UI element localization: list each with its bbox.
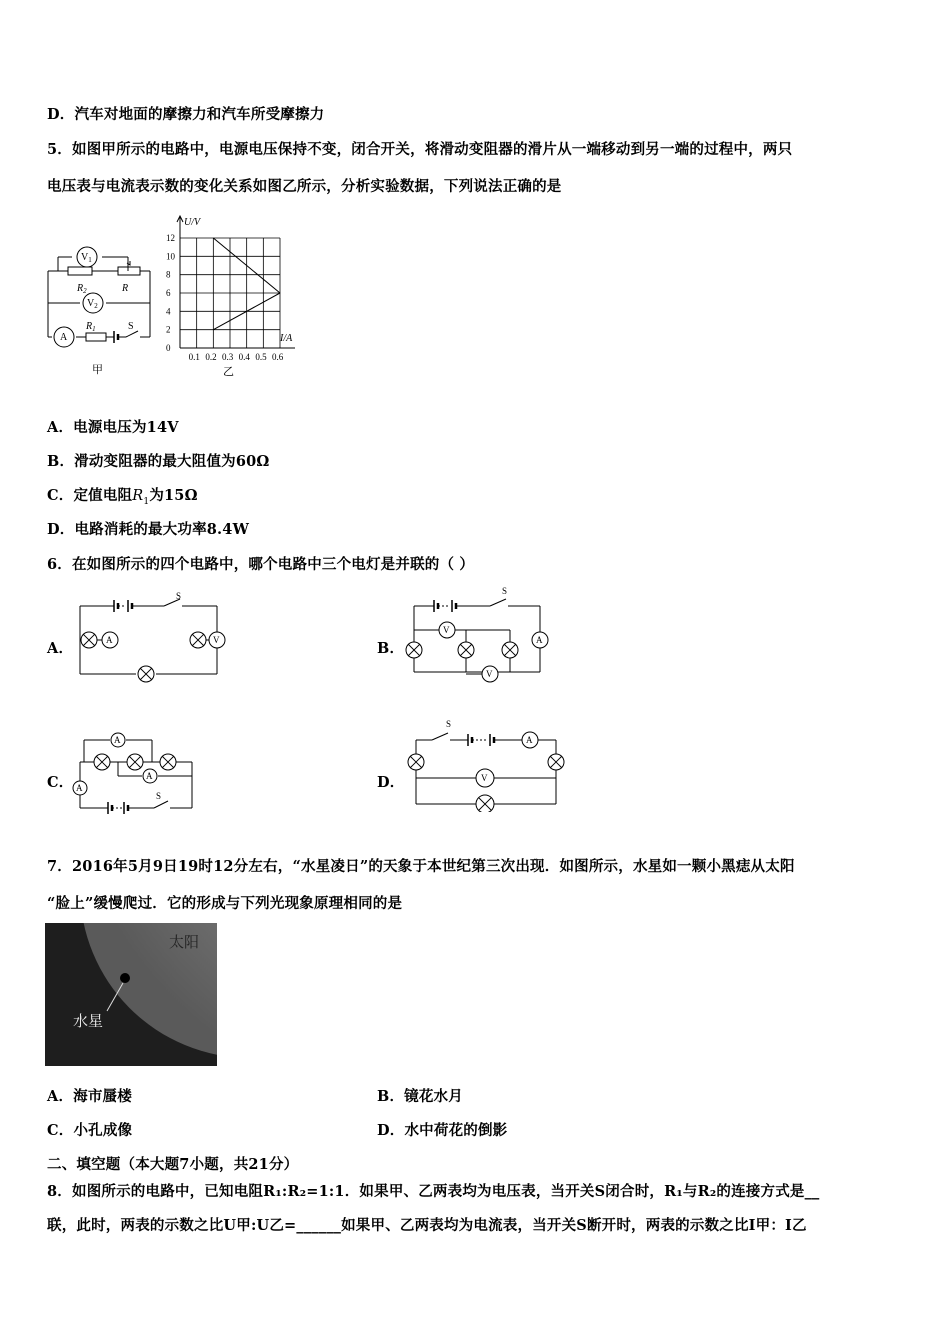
svg-text:V: V <box>443 625 450 635</box>
q5-graph-ylabel: U/V <box>184 217 201 228</box>
y-tick-label: 12 <box>166 233 175 243</box>
y-tick-label: 0 <box>166 343 171 353</box>
q6-circuit-d <box>404 712 579 812</box>
svg-text:S: S <box>176 592 182 601</box>
q5-r2-resistor <box>68 267 92 275</box>
svg-text:A: A <box>536 635 543 645</box>
svg-text:V: V <box>481 773 488 783</box>
x-tick-label: 0.2 <box>205 352 217 362</box>
svg-text:R1: $R_1$ <box>86 321 96 333</box>
q7-option-d: D．水中荷花的倒影 <box>377 1122 508 1139</box>
mercury-dot <box>120 973 130 983</box>
svg-text:A: A <box>76 783 83 793</box>
mercury-label: 水星 <box>73 1014 104 1030</box>
x-tick-label: 0.5 <box>255 352 267 362</box>
q5-ammeter-label: A <box>60 332 68 343</box>
svg-text:A: A <box>146 771 153 781</box>
q6-circuit-a <box>72 592 242 687</box>
q5-ui-graph <box>160 213 305 381</box>
sun-label: 太阳 <box>169 935 200 951</box>
q6-option-d-label: D． <box>377 774 405 791</box>
q8-line1: 8．如图所示的电路中，已知电阻R₁:R₂=1:1．如果甲、乙两表均为电压表，当开关S闭合时，R₁与R₂的连接方式是__ <box>47 1183 820 1200</box>
q5-option-c: C．定值电阻$R_1$为15Ω <box>47 487 198 507</box>
q5-option-b: B．滑动变阻器的最大阻值为60Ω <box>47 453 270 470</box>
q6-circuit-b <box>404 580 564 690</box>
svg-text:V1: $V_1$ <box>81 252 92 264</box>
q5-circuit-caption: 甲 <box>92 364 103 376</box>
y-tick-label: 8 <box>166 269 171 280</box>
svg-text:S: S <box>156 791 162 801</box>
svg-text:V: V <box>213 635 220 645</box>
q5-r1-label: R <box>86 321 93 332</box>
x-tick-label: 0.6 <box>272 352 284 362</box>
q5-r1-resistor <box>86 333 106 341</box>
q7-stem-line2: “脸上”缓慢爬过．它的形成与下列光现象原理相同的是 <box>47 895 403 912</box>
q5-r-label: R <box>122 283 129 294</box>
q5-r2-label: R <box>77 283 84 294</box>
svg-text:A: A <box>106 635 113 645</box>
q5-v2-label: V <box>87 298 95 309</box>
svg-text:A: A <box>526 735 533 745</box>
y-tick-label: 10 <box>166 251 175 262</box>
q6-circuit-c <box>68 726 208 821</box>
q6-stem: 6．在如图所示的四个电路中，哪个电路中三个电灯是并联的（ ） <box>47 556 475 573</box>
svg-text:A: A <box>114 735 121 745</box>
svg-text:S: S <box>446 719 452 729</box>
q7-option-a: A．海市蜃楼 <box>47 1088 132 1105</box>
q7-stem-line1: 7．2016年5月9日19时12分左右，“水星凌日”的天象于本世纪第三次出现．如图所示，水星如一颗小黑痣从太阳 <box>47 858 795 875</box>
q5-switch-label: S <box>128 321 134 332</box>
x-tick-label: 0.4 <box>238 352 250 362</box>
y-tick-label: 4 <box>166 306 171 317</box>
q5-circuit-diagram <box>40 225 165 385</box>
svg-text:R2: $R_2$ <box>77 283 87 295</box>
q7-option-b: B．镜花水月 <box>377 1088 463 1105</box>
svg-text:V: V <box>486 669 493 679</box>
y-tick-label: 6 <box>166 288 171 298</box>
svg-text:S: S <box>502 586 508 596</box>
q5-graph-xlabel: I/A <box>280 333 293 344</box>
section2-heading: 二、填空题（本大题7小题，共21分） <box>47 1156 299 1173</box>
q7-option-c: C．小孔成像 <box>47 1122 133 1139</box>
svg-text:V2: $V_2$ <box>87 298 98 310</box>
q6-option-a-label: A． <box>47 640 74 657</box>
q5-graph-caption: 乙 <box>223 366 234 378</box>
q4-option-d: D．汽车对地面的摩擦力和汽车所受摩擦力 <box>47 106 325 123</box>
x-tick-label: 0.3 <box>222 352 234 362</box>
q6-option-b-label: B． <box>377 640 405 657</box>
q7-mercury-transit-photo <box>45 923 217 1066</box>
y-tick-label: 2 <box>166 324 171 335</box>
q5-stem-line1: 5．如图甲所示的电路中，电源电压保持不变，闭合开关，将滑动变阻器的滑片从一端移动到另一端的过程中，两只 <box>47 141 793 158</box>
q6-option-c-label: C． <box>47 774 74 791</box>
x-tick-label: 0.1 <box>188 352 200 362</box>
q5-option-d: D．电路消耗的最大功率8.4W <box>47 521 250 538</box>
q5-rheostat <box>118 267 140 275</box>
q8-line2: 联，此时，两表的示数之比U甲:U乙=______如果甲、乙两表均为电流表，当开关S断开时，两表的示数之比I甲：I乙 <box>47 1217 807 1234</box>
q5-stem-line2: 电压表与电流表示数的变化关系如图乙所示，分析实验数据，下列说法正确的是 <box>47 178 562 195</box>
q5-option-a: A．电源电压为14V <box>47 419 179 436</box>
q5-v1-label: V <box>81 252 89 263</box>
